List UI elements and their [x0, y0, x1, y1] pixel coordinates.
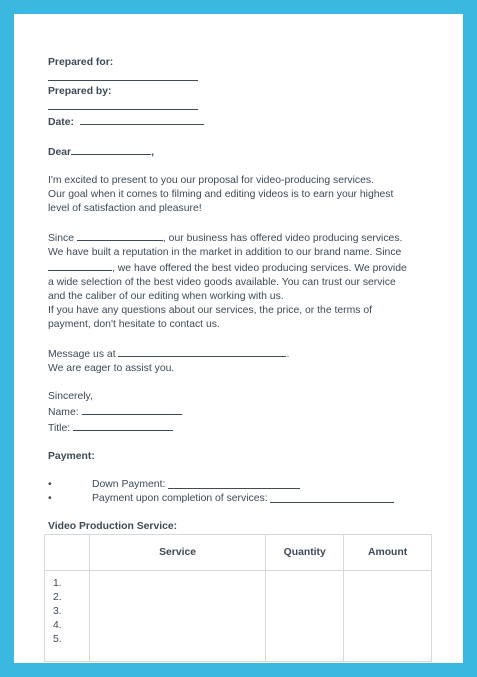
body-line-6: If you have any questions about our services, the price, or the terms of — [48, 305, 373, 316]
body-line-7: payment, don't hesitate to contact us. — [48, 319, 220, 330]
dear-label: Dear — [48, 147, 72, 158]
bullet-dot: • — [48, 493, 52, 504]
down-payment-label: Down Payment: — [92, 479, 166, 490]
body-line-5: and the caliber of our editing when working with us. — [48, 291, 284, 302]
quantity-cell[interactable] — [266, 571, 344, 662]
document-page — [14, 14, 463, 663]
prepared-by-blank[interactable] — [48, 99, 198, 110]
message-text: Message us at — [48, 349, 116, 360]
message-line-2: We are eager to assist you. — [48, 363, 175, 374]
intro-line-2: Our goal when it comes to filming and editing videos is to earn your highest — [48, 189, 394, 200]
title-label: Title: — [48, 423, 71, 434]
list-number: 3. — [53, 606, 62, 617]
salutation — [48, 144, 438, 160]
name-row — [48, 404, 438, 420]
down-payment-blank[interactable] — [168, 478, 300, 489]
date-blank[interactable] — [80, 114, 204, 125]
title-blank[interactable] — [73, 420, 173, 431]
intro-line-1: I'm excited to present to you our proposal for video-producing services. — [48, 175, 374, 186]
message-line-1 — [48, 346, 438, 362]
col-quantity-header: Quantity — [266, 535, 344, 571]
since-blank-1[interactable] — [77, 230, 163, 241]
prepared-by-label: Prepared by: — [48, 86, 112, 97]
date-label: Date: — [48, 117, 74, 128]
completion-payment-label: Payment upon completion of services: — [92, 493, 268, 504]
message-blank[interactable] — [118, 346, 286, 357]
col-number-header — [45, 535, 90, 571]
prepared-for-label: Prepared for: — [48, 57, 114, 68]
amount-cell[interactable] — [344, 571, 432, 662]
list-number: 2. — [53, 592, 62, 603]
dear-blank[interactable] — [71, 144, 151, 155]
body-line-2: We have built a reputation in the market in addition to our brand name. Since — [48, 247, 402, 258]
name-blank[interactable] — [82, 404, 182, 415]
table-row — [45, 571, 432, 662]
table-header-row — [45, 535, 432, 571]
sincerely: Sincerely, — [48, 391, 93, 402]
payment-bullet-2 — [48, 492, 438, 506]
dear-comma: , — [151, 147, 154, 158]
since-rest: , our business has offered video producing services. — [162, 233, 403, 244]
name-label: Name: — [48, 407, 79, 418]
completion-payment-blank[interactable] — [270, 492, 394, 503]
body-line-3 — [48, 260, 438, 276]
list-number: 4. — [53, 620, 62, 631]
col-service-header: Service — [89, 535, 265, 571]
service-table — [44, 534, 432, 662]
title-row — [48, 420, 438, 436]
list-number: 5. — [53, 634, 62, 645]
letter-content — [48, 56, 438, 534]
service-cell[interactable] — [89, 571, 265, 662]
list-number: 1. — [53, 578, 62, 589]
intro-line-3: level of satisfaction and pleasure! — [48, 203, 202, 214]
date-row — [48, 114, 438, 130]
col-amount-header: Amount — [344, 535, 432, 571]
since-blank-2[interactable] — [48, 260, 112, 271]
payment-bullet-1 — [48, 478, 438, 492]
body-line-4: a wide selection of the best video goods available. You can trust our service — [48, 277, 396, 288]
since-text: Since — [48, 233, 74, 244]
prepared-for-blank[interactable] — [48, 70, 198, 81]
number-cell — [45, 571, 90, 662]
bullet-dot: • — [48, 479, 52, 490]
body-line-1 — [48, 230, 438, 246]
payment-heading: Payment: — [48, 451, 95, 462]
service-heading: Video Production Service: — [48, 521, 178, 532]
message-period: . — [286, 349, 290, 360]
body-line-3-text: , we have offered the best video producing services. We provide — [112, 263, 407, 274]
